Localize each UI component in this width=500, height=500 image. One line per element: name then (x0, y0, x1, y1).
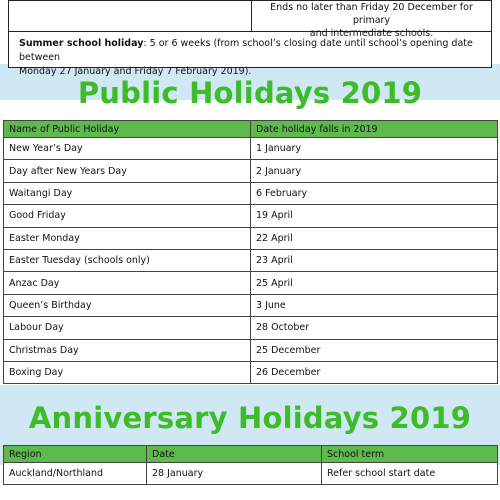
public-holidays-heading: Public Holidays 2019 (77, 76, 423, 110)
table-row (4, 249, 498, 271)
table-cell: Christmas Day (4, 339, 251, 361)
table-cell: New Year’s Day (4, 138, 251, 160)
table-row (4, 182, 498, 204)
summer-holiday-line: Monday 27 January and Friday 7 February 2019). (19, 66, 252, 77)
summer-holiday-text: : 5 or 6 weeks (from school’s closing date until school’s opening date between (19, 38, 473, 63)
term-end-line: Ends no later than Friday 20 December for primary (270, 2, 473, 26)
table-row (4, 205, 498, 227)
table-cell: Auckland/Northland (4, 463, 147, 485)
summer-holiday-label: Summer school holiday (19, 38, 144, 49)
school-term-table (8, 0, 492, 77)
anniversary-holidays-heading: Anniversary Holidays 2019 (28, 401, 472, 435)
table-row (4, 294, 498, 316)
table-cell: 2 January (251, 160, 498, 182)
table-cell: Anzac Day (4, 272, 251, 294)
school-term-section (0, 0, 500, 77)
table-cell: 22 April (251, 227, 498, 249)
table-cell: Day after New Years Day (4, 160, 251, 182)
table-cell: Refer school start date (322, 463, 498, 485)
anniversary-holidays-table (3, 445, 498, 485)
table-cell: 1 January (251, 138, 498, 160)
table-row (4, 138, 498, 160)
column-header: Name of Public Holiday (4, 121, 251, 138)
column-header: Date (147, 446, 322, 463)
table-cell: Waitangi Day (4, 182, 251, 204)
table-header-row (4, 446, 498, 463)
table-cell: Labour Day (4, 317, 251, 339)
table-cell: Easter Tuesday (schools only) (4, 249, 251, 271)
summer-holiday-row (9, 33, 491, 77)
table-cell: 3 June (251, 294, 498, 316)
column-header: Date holiday falls in 2019 (251, 121, 498, 138)
table-cell: 28 January (147, 463, 322, 485)
table-cell: Easter Monday (4, 227, 251, 249)
table-cell: 6 February (251, 182, 498, 204)
table-header-row (4, 121, 498, 138)
table-row (4, 339, 498, 361)
table-row (4, 160, 498, 182)
table-cell: Boxing Day (4, 361, 251, 383)
table-cell: Good Friday (4, 205, 251, 227)
table-row (4, 463, 498, 485)
public-holidays-table (3, 120, 498, 384)
table-cell: 19 April (251, 205, 498, 227)
table-cell: Queen’s Birthday (4, 294, 251, 316)
table-cell: 25 December (251, 339, 498, 361)
table-cell: 23 April (251, 249, 498, 271)
term-row (9, 1, 491, 39)
table-cell: 25 April (251, 272, 498, 294)
column-header: Region (4, 446, 147, 463)
column-header: School term (322, 446, 498, 463)
table-row (4, 317, 498, 339)
table-row (4, 272, 498, 294)
table-row (4, 227, 498, 249)
term-end-cell (252, 1, 491, 39)
summer-holiday-line (19, 37, 481, 65)
table-cell: 26 December (251, 361, 498, 383)
table-row (4, 361, 498, 383)
table-cell: 28 October (251, 317, 498, 339)
term-end-line: and intermediate schools. (309, 28, 434, 39)
